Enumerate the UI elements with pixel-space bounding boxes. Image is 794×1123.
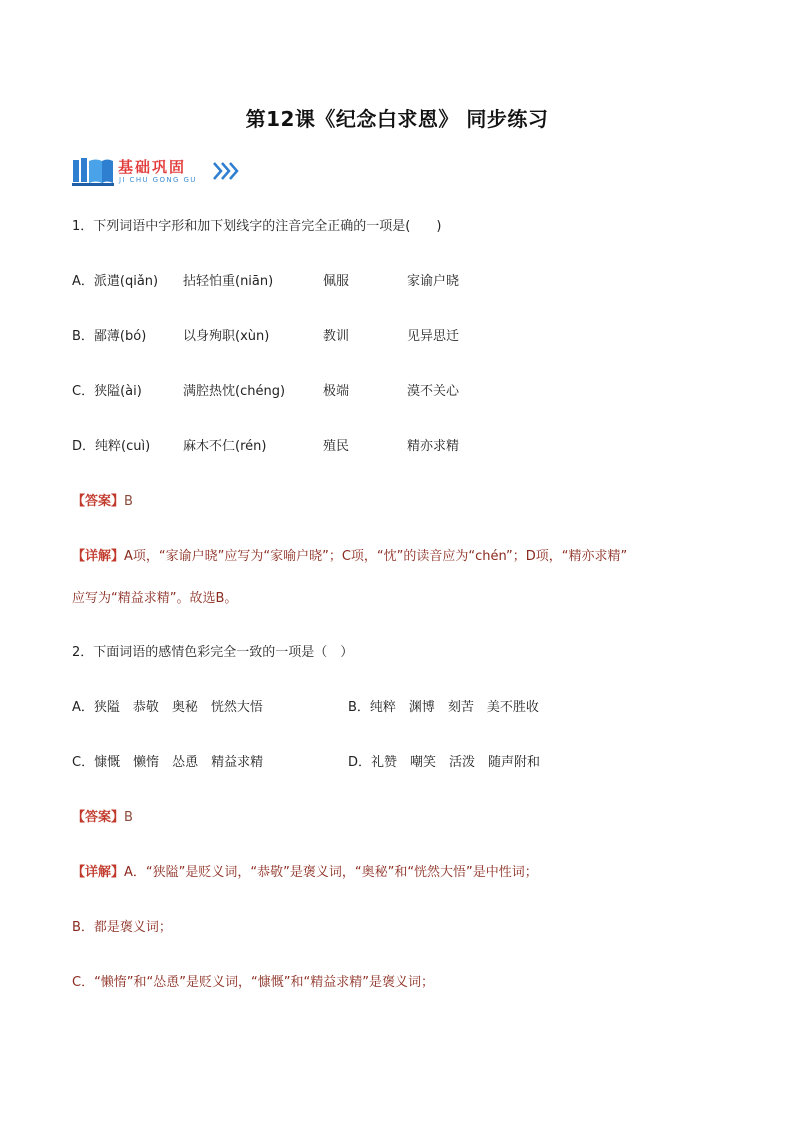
q1-option-c-label: C．狭隘(ài) [72, 384, 142, 399]
detail-text: A项，“家谕户晓”应写为“家喻户晓”；C项，“忱”的读音应为“chén”；D项，“精亦求精” [124, 549, 628, 564]
q2-option-a: A．狭隘 恭敬 奥秘 恍然大悟 [72, 700, 263, 715]
q1-detail-line-2: 应写为“精益求精”。故选B。 [72, 591, 238, 606]
q1-option-a-label: A．派遣(qiǎn) [72, 274, 159, 289]
q1-option-a-word2: 佩服 [323, 274, 350, 289]
q2-option-c: C．慷慨 懒惰 怂恿 精益求精 [72, 755, 264, 770]
answer-value: B [124, 494, 133, 509]
banner-title: 基础巩固 [118, 158, 187, 176]
q1-option-b-word3: 见异思迁 [407, 329, 460, 344]
q1-option-a-word1: 拈轻怕重(niān) [183, 274, 274, 289]
book-icon [72, 156, 114, 186]
q1-option-a-word3: 家谕户晓 [407, 274, 460, 289]
q1-detail-line-1 [72, 548, 627, 566]
q2-option-b: B．纯粹 渊博 刻苦 美不胜收 [348, 700, 539, 715]
q1-option-b-word1: 以身殉职(xùn) [183, 329, 270, 344]
banner-subtitle: JI CHU GONG GU [119, 176, 197, 184]
q1-option-d-word1: 麻木不仁(rén) [183, 439, 267, 454]
chevron-right-icon [212, 161, 240, 181]
question-2-stem: 2．下面词语的感情色彩完全一致的一项是（ ） [72, 645, 354, 660]
detail-tag: 【详解】 [72, 549, 125, 564]
section-banner [72, 154, 242, 188]
answer-value: B [124, 810, 133, 825]
q1-option-d-label: D．纯粹(cuì) [72, 439, 151, 454]
q1-option-c-word2: 极端 [323, 384, 350, 399]
q1-option-d-word3: 精亦求精 [407, 439, 460, 454]
q1-option-c-word1: 满腔热忱(chéng) [183, 384, 286, 399]
q1-option-b-label: B．鄙薄(bó) [72, 329, 147, 344]
q2-detail-line-a [72, 864, 538, 882]
answer-tag: 【答案】 [72, 810, 125, 825]
q1-option-c-word3: 漠不关心 [407, 384, 460, 399]
answer-tag: 【答案】 [72, 494, 125, 509]
q1-option-b-word2: 教训 [323, 329, 350, 344]
page-title: 第12课《纪念白求恩》 同步练习 [245, 107, 549, 131]
q2-answer [72, 809, 133, 827]
detail-tag: 【详解】 [72, 865, 125, 880]
q1-option-d-word2: 殖民 [323, 439, 350, 454]
q2-detail-line-c: C．“懒惰”和“怂恿”是贬义词，“慷慨”和“精益求精”是褒义词； [72, 975, 434, 990]
q1-answer [72, 493, 133, 511]
question-1-stem: 1．下列词语中字形和加下划线字的注音完全正确的一项是( ) [72, 219, 442, 234]
detail-text: A．“狭隘”是贬义词，“恭敬”是褒义词，“奥秘”和“恍然大悟”是中性词； [124, 865, 538, 880]
q2-option-d: D．礼赞 嘲笑 活泼 随声附和 [348, 755, 541, 770]
q2-detail-line-b: B．都是褒义词； [72, 920, 172, 935]
